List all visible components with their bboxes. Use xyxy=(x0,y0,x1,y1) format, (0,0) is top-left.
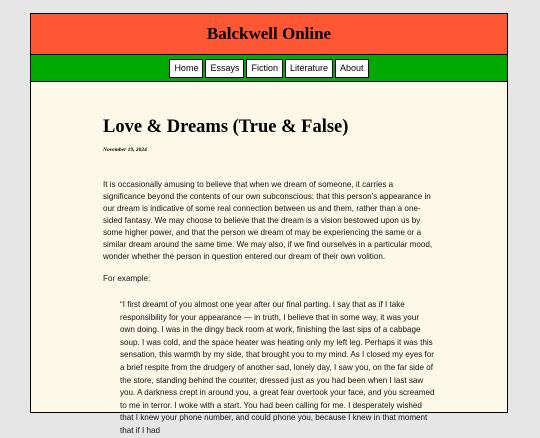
post-title: Love & Dreams (True & False) xyxy=(103,117,349,137)
post-quote: “I first dreamt of you almost one year after our final parting. I say that as if I take responsibility for your appearance — in truth, I believe that in some way, it was your own doing. I was in the dingy back room at work, finishing the last sips of a cabbage soup. I was cold, and the space heater was heating only my left leg. Perhaps it was this sensation, this warmth by my side, that brought you to my mind. As I closed my eyes for a brief respite from the drudgery of another sad, lonely day, I saw you, on the far side of the store, standing behind the counter, dressed just as you had been when I last saw you. A darkness crept in around you, a great fear overtook your face, and you screamed to me in terror. I woke with a start. You had been calling for me. I desperately wished that I knew your phone number, and could phone you, because I knew in that moment that if I had xyxy=(120,300,435,435)
nav-bar xyxy=(31,55,507,82)
post-date: November 19, 2024 xyxy=(103,147,147,153)
nav-item-literature[interactable]: Literature xyxy=(285,59,333,78)
site-header xyxy=(31,14,507,55)
nav-item-essays[interactable]: Essays xyxy=(205,59,244,78)
nav-item-fiction[interactable]: Fiction xyxy=(246,59,283,78)
nav-item-about[interactable]: About xyxy=(335,59,369,78)
post-paragraph: It is occasionally amusing to believe that when we dream of someone, it carries a significance beyond the contents of our own subconscious: that this person's appearance in our dream is indicative of some real connection between us and them, rather than a one-sided fantasy. We may choose to believe that the dream is a vision bestowed upon us by some higher power, and that the person we dream of may be experiencing the same or a similar dream around the same time. We may also, if we find ourselves in a particular mood, wonder whether the person in question entered our dream of their own volition. xyxy=(103,180,433,261)
article xyxy=(31,116,507,438)
page-frame xyxy=(30,13,508,435)
nav-item-home[interactable]: Home xyxy=(169,59,203,78)
post-paragraph: For example: xyxy=(103,274,151,283)
site-title[interactable]: Balckwell Online xyxy=(206,24,332,43)
